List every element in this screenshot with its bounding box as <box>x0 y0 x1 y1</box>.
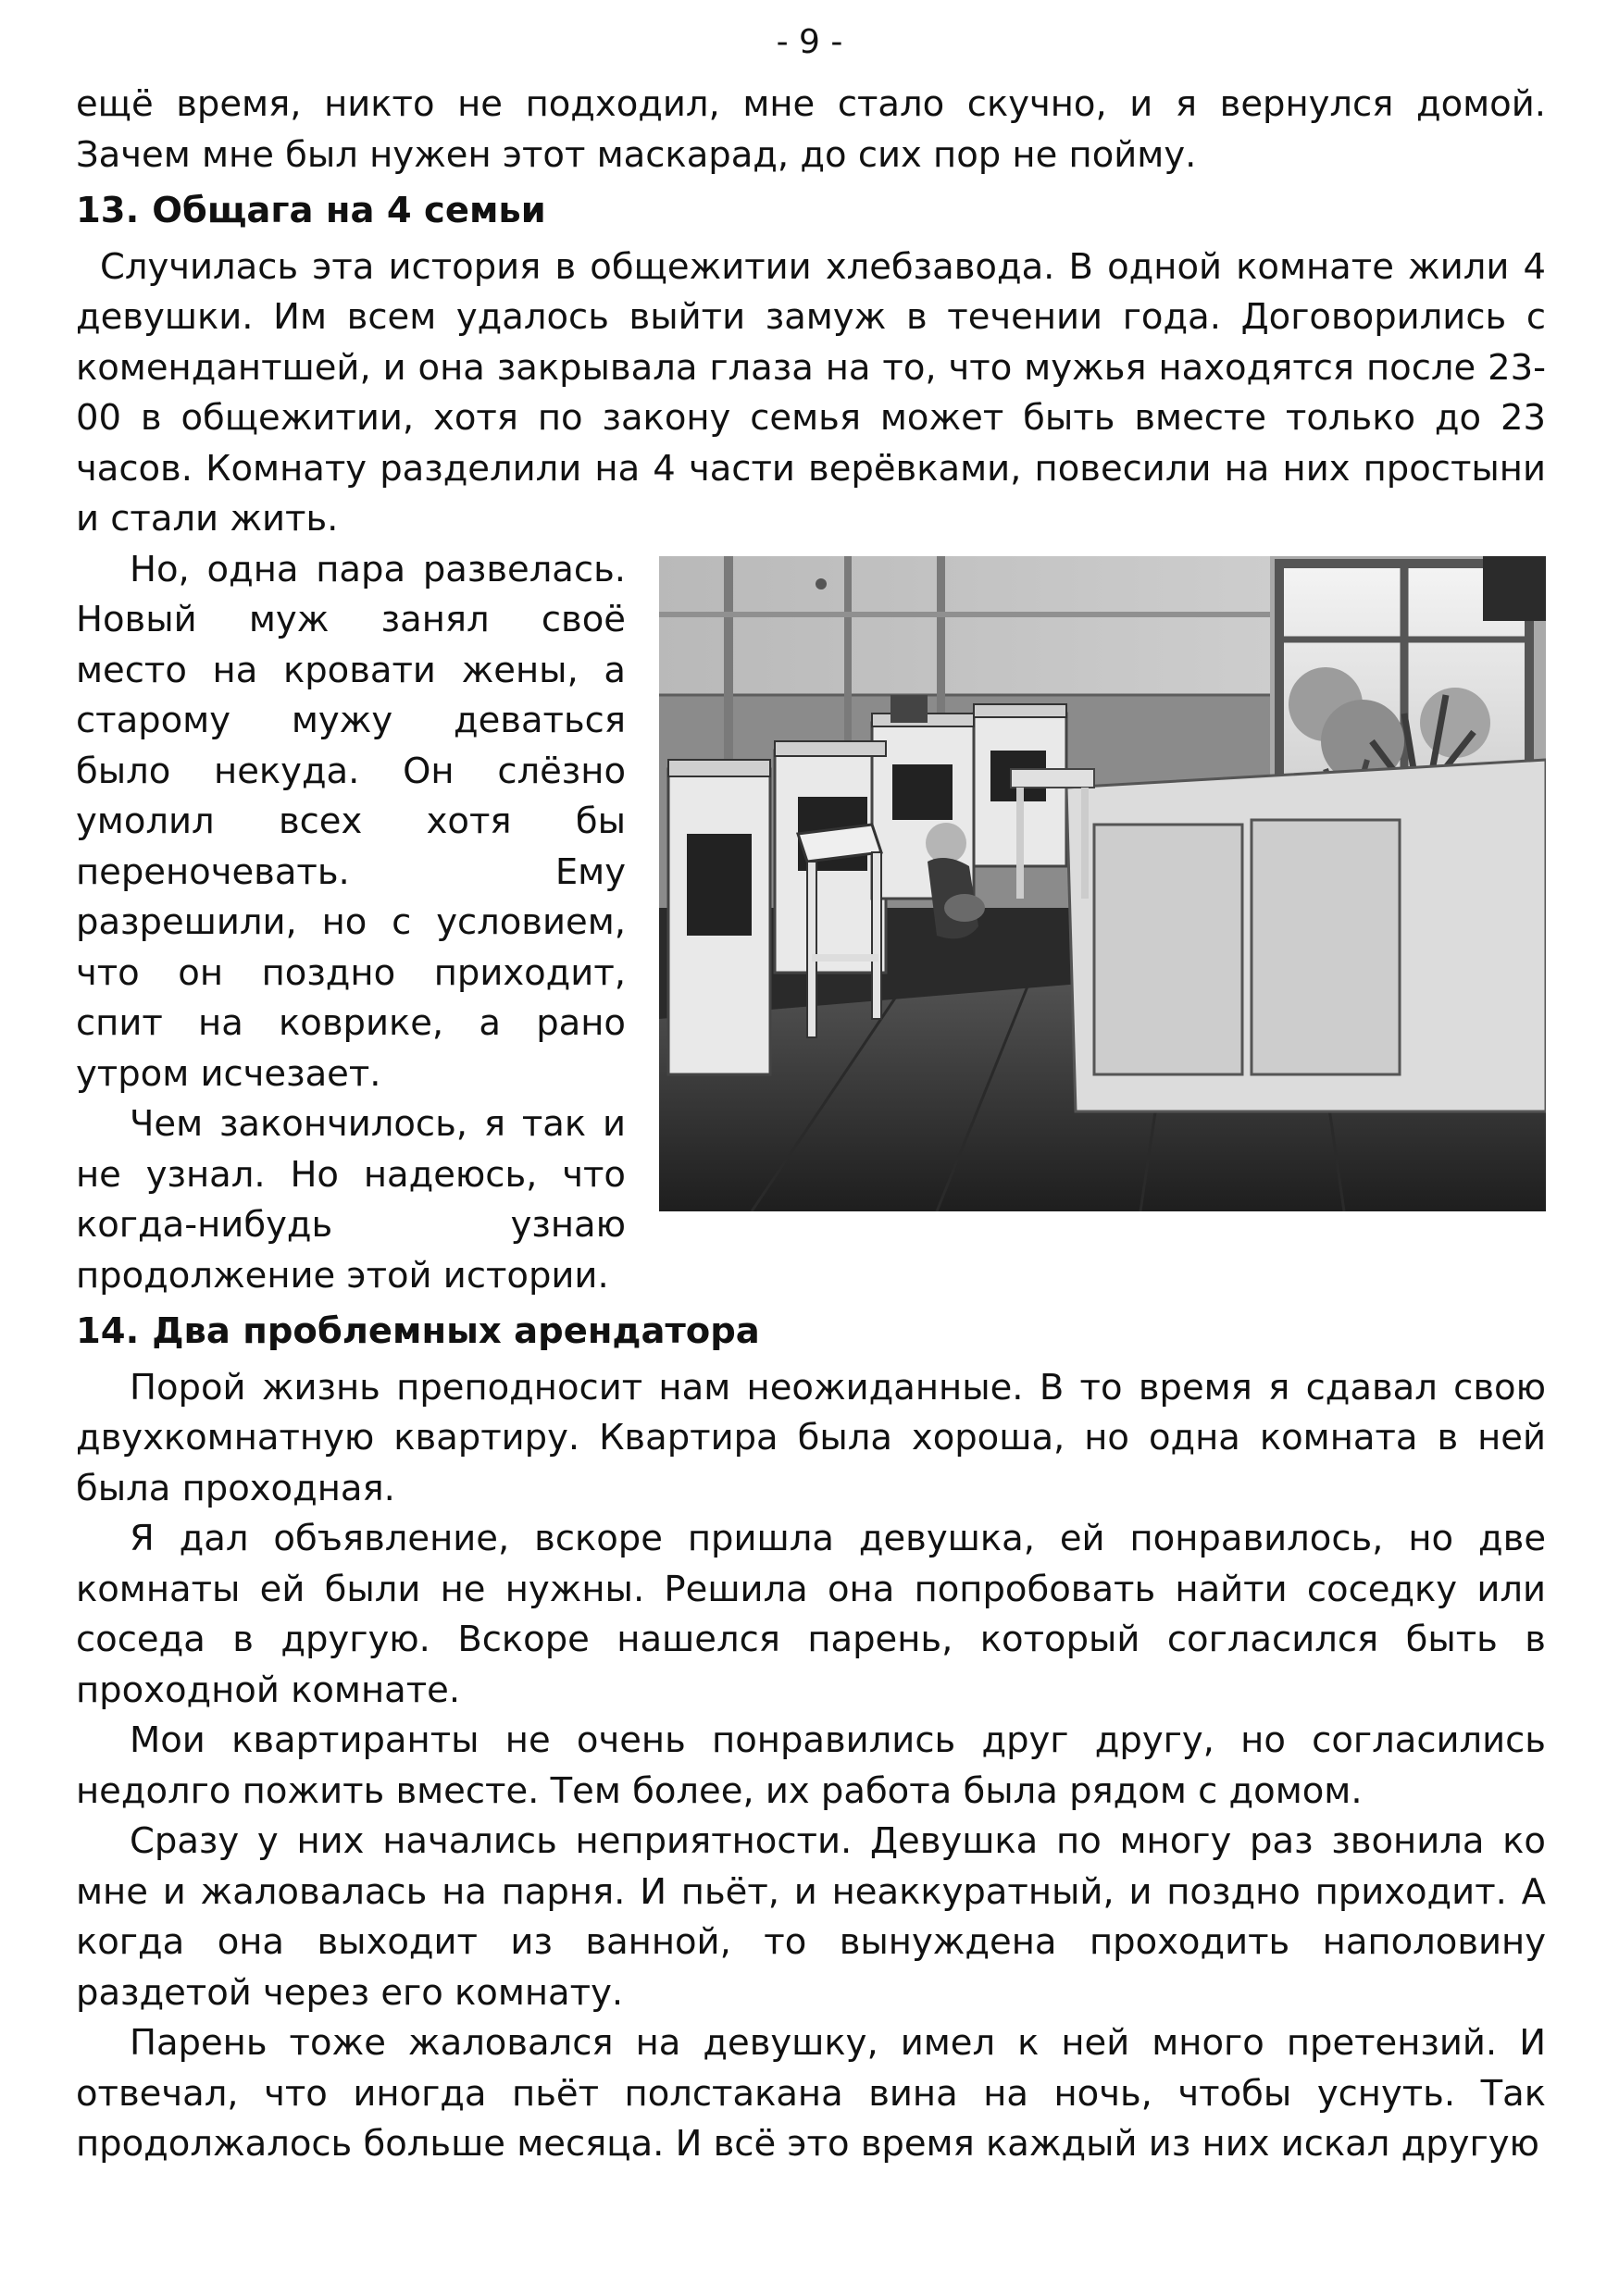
section-14-paragraph-1: Порой жизнь преподносит нам неожиданные. В то время я сдавал свою двухкомнатную квартиру. Квартира была хороша, но одна комната в ней была проходная. <box>76 1366 1546 1509</box>
section-13-number: 13. <box>76 190 140 231</box>
section-13-paragraph-2: Но, одна пара развелась. Новый муж занял своё место на кровати жены, а старому мужу деваться было некуда. Он слёзно умолил всех хотя бы переночевать. Ему разрешили, но с условием, что он поздно приходит, спит на коврике, а рано утром исчезает. <box>76 548 626 1095</box>
section-13-paragraph-1: Случилась эта история в общежитии хлебзавода. В одной комнате жили 4 девушки. Им всем удалось выйти замуж в течении года. Договорились с комендантшей, и она закрывала глаза на то, что мужья находятся после 23-00 в общежитии, хотя по закону семья может быть вместе только до 23 часов. Комнату разделили на 4 части верёвками, повесили на них простыни и стали жить. <box>76 245 1546 540</box>
section-14-number: 14. <box>76 1310 140 1352</box>
section-14-paragraph-3: Мои квартиранты не очень понравились друг другу, но согласились недолго пожить вместе. Тем более, их работа была рядом с домом. <box>76 1719 1546 1812</box>
section-14-paragraph-2: Я дал объявление, вскоре пришла девушка, ей понравилось, но две комнаты ей были не нужны. Решила она попробовать найти соседку или соседа в другую. Вскоре нашелся парень, который согласился быть в проходной комнате. <box>76 1518 1546 1711</box>
section-13-paragraph-3: Чем закончилось, я так и не узнал. Но надеюсь, что когда-нибудь узнаю продолжение этой истории. <box>76 1103 626 1297</box>
page-number: - 9 - <box>776 23 843 61</box>
section-14-paragraph-5: Парень тоже жаловался на девушку, имел к ней много претензий. И отвечал, что иногда пьёт полстакана вина на ночь, чтобы уснуть. Так продолжалось больше месяца. И всё это время каждый из них искал другую <box>76 2022 1546 2165</box>
intro-paragraph: ещё время, никто не подходил, мне стало скучно, и я вернулся домой. Зачем мне был нужен этот маскарад, до сих пор не пойму. <box>76 83 1546 176</box>
kitchen-photo <box>659 556 1546 1211</box>
section-13-heading <box>76 186 1546 237</box>
section-13-title: Общага на 4 семьи <box>152 190 546 231</box>
section-14-title: Два проблемных арендатора <box>152 1310 760 1352</box>
section-14-paragraph-4: Сразу у них начались неприятности. Девушка по многу раз звонила ко мне и жаловалась на парня. И пьёт, и неаккуратный, и поздно приходит. А когда она выходит из ванной, то вынуждена проходить наполовину раздетой через его комнату. <box>76 1820 1546 2014</box>
communal-kitchen-image <box>659 556 1546 1211</box>
section-14-heading <box>76 1307 1546 1358</box>
page-body <box>76 80 1546 2170</box>
